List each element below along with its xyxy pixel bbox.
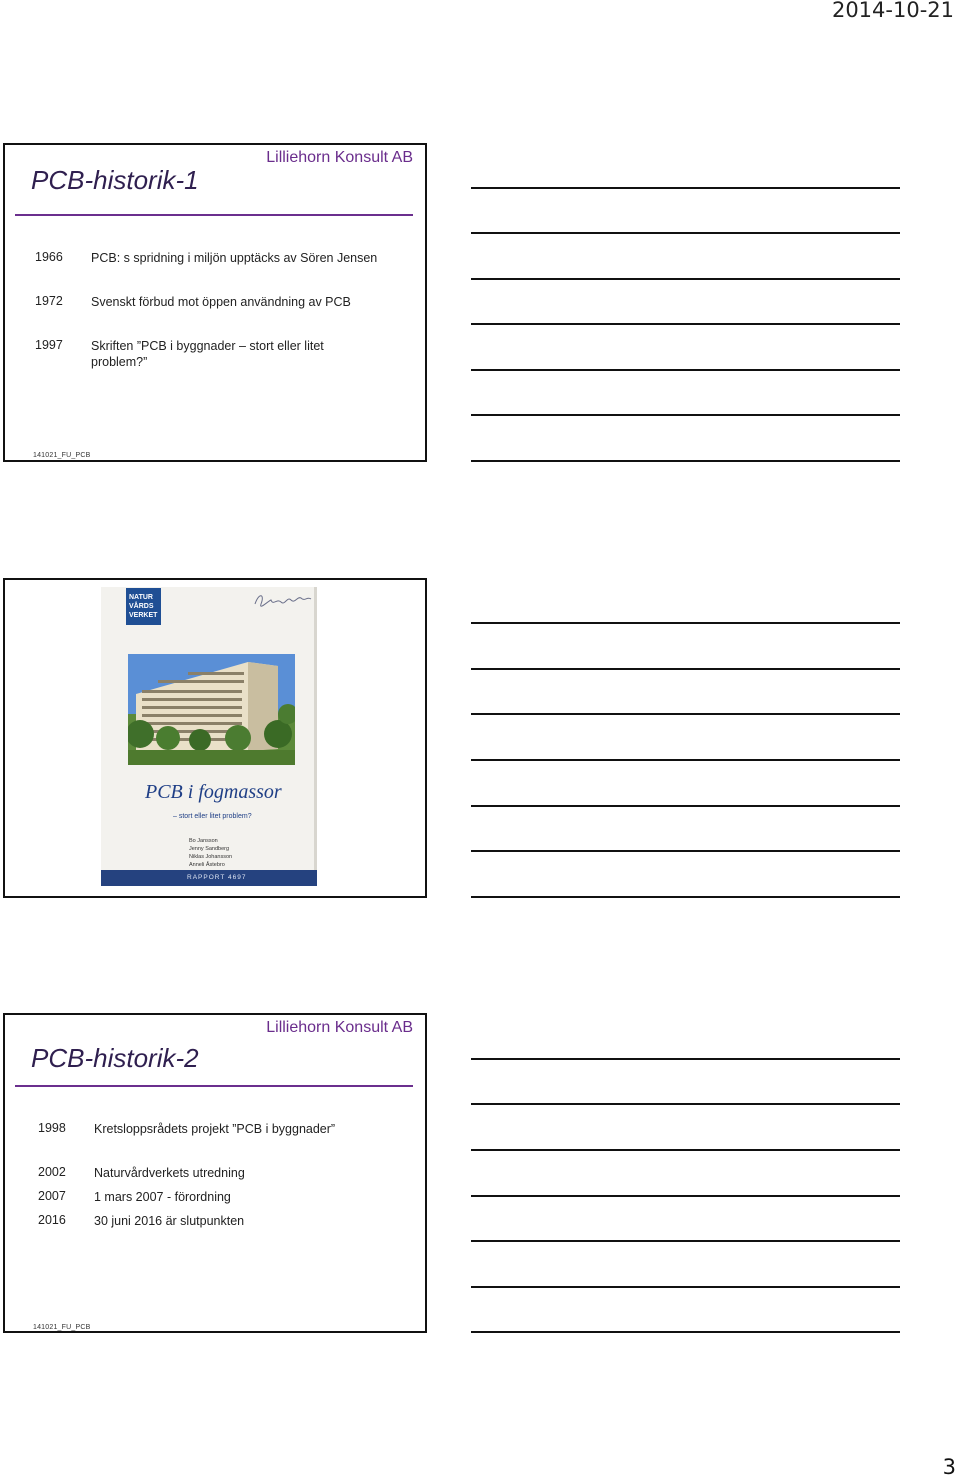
building-photo bbox=[128, 654, 295, 765]
report-bar bbox=[101, 870, 317, 886]
page-number: 3 bbox=[942, 1455, 956, 1479]
note-line bbox=[471, 668, 900, 670]
note-line bbox=[471, 278, 900, 280]
title-divider bbox=[15, 214, 413, 216]
note-line bbox=[471, 896, 900, 898]
report-cover bbox=[101, 587, 317, 886]
row-year: 2016 bbox=[38, 1213, 66, 1227]
row-year: 1966 bbox=[35, 250, 63, 264]
slide-3 bbox=[3, 1013, 427, 1333]
note-line bbox=[471, 1195, 900, 1197]
note-line bbox=[471, 460, 900, 462]
row-text: 30 juni 2016 är slutpunkten bbox=[94, 1214, 245, 1228]
timeline-row bbox=[35, 250, 411, 266]
note-line bbox=[471, 1103, 900, 1105]
note-line bbox=[471, 850, 900, 852]
slide-title: PCB-historik-2 bbox=[31, 1043, 199, 1073]
slide-footer: 141021_FU_PCB bbox=[33, 1324, 91, 1331]
cover-title: PCB i fogmassor bbox=[145, 781, 282, 803]
author: Jenny Sandberg bbox=[189, 846, 230, 852]
cover-subtitle: – stort eller litet problem? bbox=[173, 813, 252, 820]
author: Anneli Åstebro bbox=[189, 862, 225, 868]
timeline-row bbox=[38, 1121, 411, 1137]
signature-icon bbox=[251, 590, 313, 612]
note-line bbox=[471, 232, 900, 234]
note-line bbox=[471, 713, 900, 715]
company-name: Lilliehorn Konsult AB bbox=[266, 149, 413, 166]
timeline-row bbox=[35, 338, 335, 370]
author: Bo Jansson bbox=[189, 838, 218, 844]
naturvardsverket-logo: NATUR VÅRDS VERKET bbox=[126, 588, 161, 625]
note-line bbox=[471, 1286, 900, 1288]
timeline-row bbox=[35, 294, 411, 310]
row-text: PCB: s spridning i miljön upptäcks av Sören Jensen bbox=[91, 251, 378, 265]
row-text: Svenskt förbud mot öppen användning av PCB bbox=[91, 295, 351, 309]
row-text: Kretsloppsrådets projekt ”PCB i byggnader” bbox=[94, 1122, 336, 1136]
note-line bbox=[471, 622, 900, 624]
note-line bbox=[471, 1331, 900, 1333]
note-line bbox=[471, 1058, 900, 1060]
slide-title: PCB-historik-1 bbox=[31, 165, 199, 195]
slide-2 bbox=[3, 578, 427, 898]
note-line bbox=[471, 323, 900, 325]
slide-footer: 141021_FU_PCB bbox=[33, 452, 91, 459]
company-name: Lilliehorn Konsult AB bbox=[266, 1019, 413, 1036]
note-line bbox=[471, 805, 900, 807]
row-text: Skriften ”PCB i byggnader – stort eller litet problem?” bbox=[91, 339, 324, 369]
row-year: 2007 bbox=[38, 1189, 66, 1203]
timeline-row bbox=[38, 1213, 411, 1229]
report-number: RAPPORT 4697 bbox=[187, 874, 247, 881]
row-year: 2002 bbox=[38, 1165, 66, 1179]
note-line bbox=[471, 759, 900, 761]
row-year: 1998 bbox=[38, 1121, 66, 1135]
page-date: 2014-10-21 bbox=[831, 0, 954, 22]
note-line bbox=[471, 187, 900, 189]
row-text: 1 mars 2007 - förordning bbox=[94, 1190, 231, 1204]
note-line bbox=[471, 414, 900, 416]
row-text: Naturvårdverkets utredning bbox=[94, 1166, 245, 1180]
row-year: 1997 bbox=[35, 338, 63, 352]
timeline-row bbox=[38, 1189, 411, 1205]
author: Niklas Johansson bbox=[189, 854, 233, 860]
slide-1 bbox=[3, 143, 427, 462]
row-year: 1972 bbox=[35, 294, 63, 308]
title-divider bbox=[15, 1085, 413, 1087]
cover-authors bbox=[189, 837, 232, 869]
note-line bbox=[471, 1240, 900, 1242]
timeline-row bbox=[38, 1165, 411, 1181]
note-line bbox=[471, 1149, 900, 1151]
note-line bbox=[471, 369, 900, 371]
